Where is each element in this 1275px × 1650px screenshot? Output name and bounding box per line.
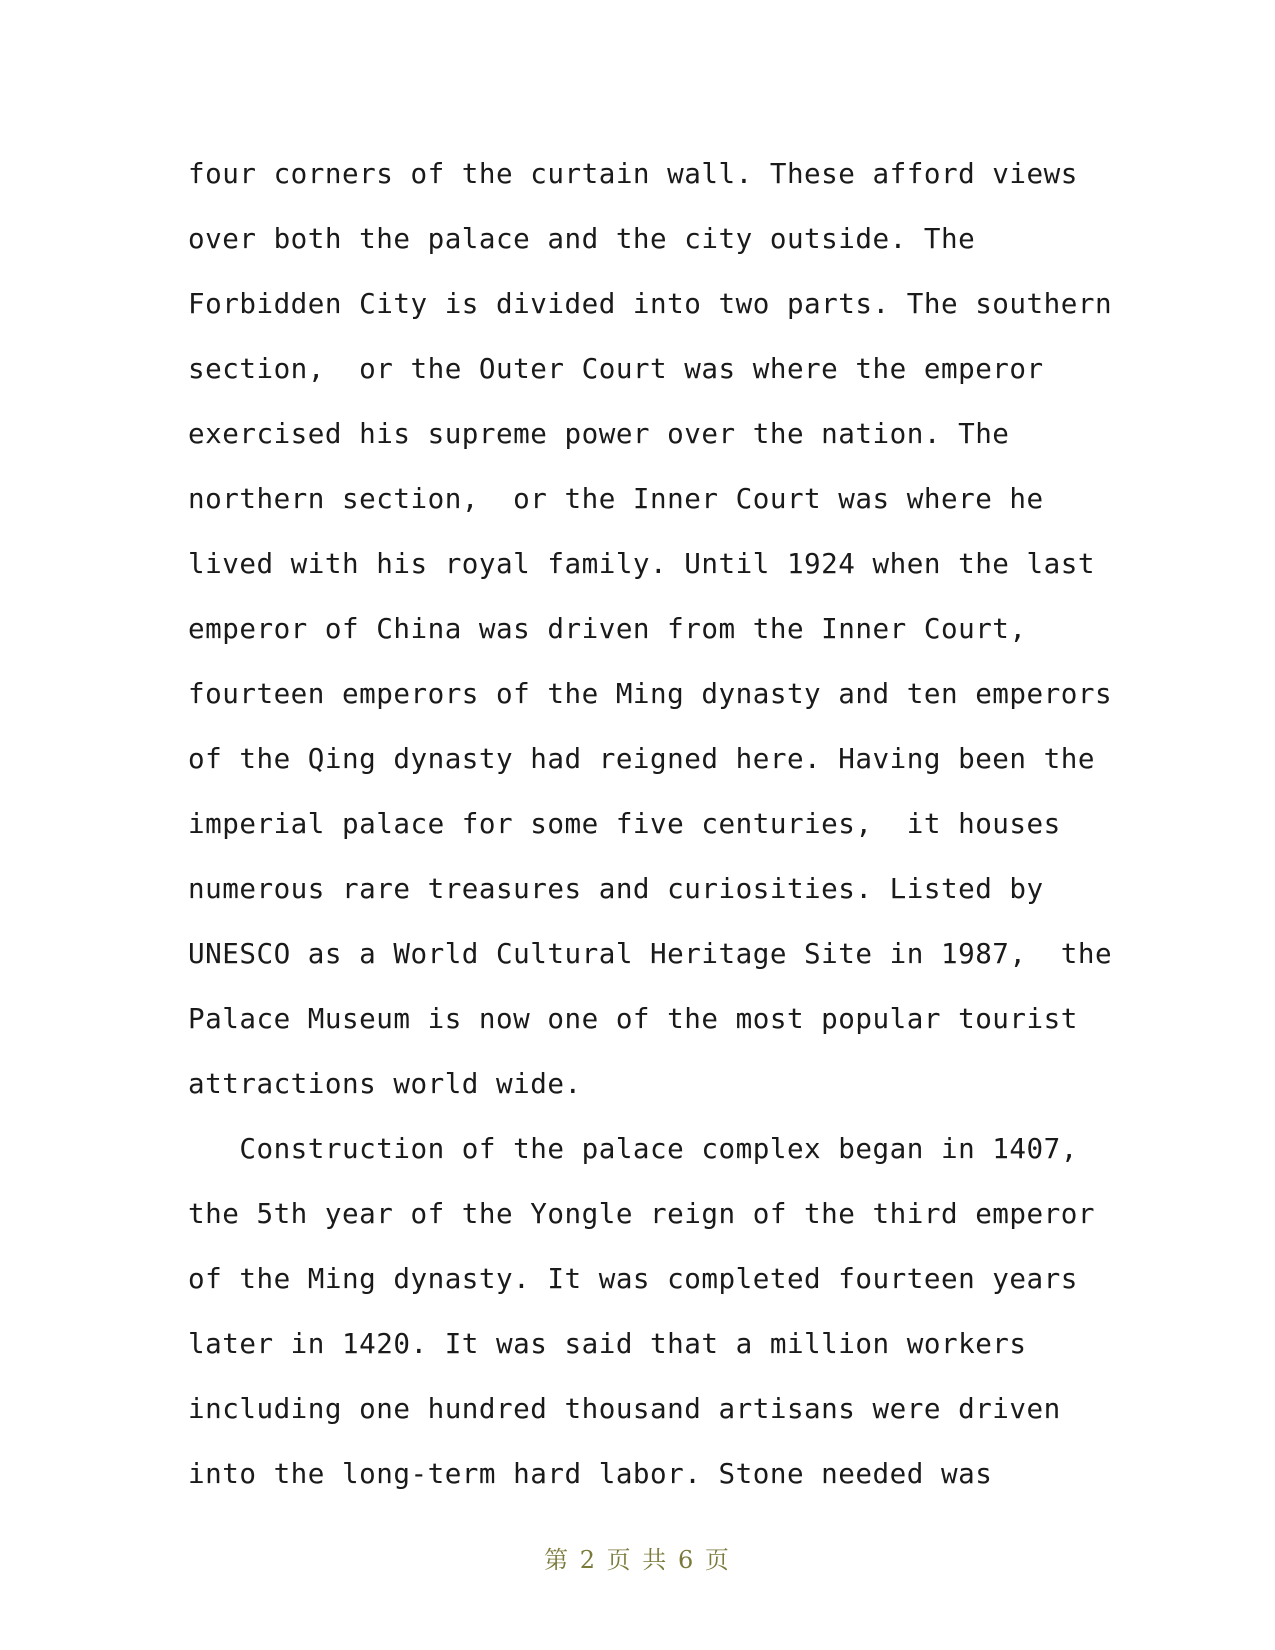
text-line: into the long-term hard labor. Stone needed was [188, 1457, 993, 1490]
text-line: emperor of China was driven from the Inner Court, [188, 612, 1027, 645]
text-line: section, or the Outer Court was where the emperor [188, 352, 1044, 385]
text-line: of the Ming dynasty. It was completed fourteen years [188, 1262, 1078, 1295]
text-line: over both the palace and the city outside. The [188, 222, 976, 255]
text-line: of the Qing dynasty had reigned here. Having been the [188, 742, 1095, 775]
text-line: four corners of the curtain wall. These afford views [188, 157, 1078, 190]
body-text [188, 141, 1113, 1506]
text-line: northern section, or the Inner Court was where he [188, 482, 1044, 515]
text-line: the 5th year of the Yongle reign of the third emperor [188, 1197, 1095, 1230]
text-line: fourteen emperors of the Ming dynasty and ten emperors [188, 677, 1113, 710]
text-line: Forbidden City is divided into two parts. The southern [188, 287, 1113, 320]
text-line: later in 1420. It was said that a million workers [188, 1327, 1027, 1360]
text-line: attractions world wide. [188, 1067, 582, 1100]
text-line: lived with his royal family. Until 1924 when the last [188, 547, 1095, 580]
text-line: Palace Museum is now one of the most popular tourist [188, 1002, 1078, 1035]
text-line: UNESCO as a World Cultural Heritage Site in 1987, the [188, 937, 1113, 970]
text-line: including one hundred thousand artisans were driven [188, 1392, 1061, 1425]
page-number-footer: 第 2 页 共 6 页 [544, 1546, 731, 1574]
text-line: exercised his supreme power over the nation. The [188, 417, 1010, 450]
text-line: numerous rare treasures and curiosities. Listed by [188, 872, 1044, 905]
text-line: Construction of the palace complex began in 1407, [188, 1132, 1078, 1165]
text-line: imperial palace for some five centuries, it houses [188, 807, 1061, 840]
